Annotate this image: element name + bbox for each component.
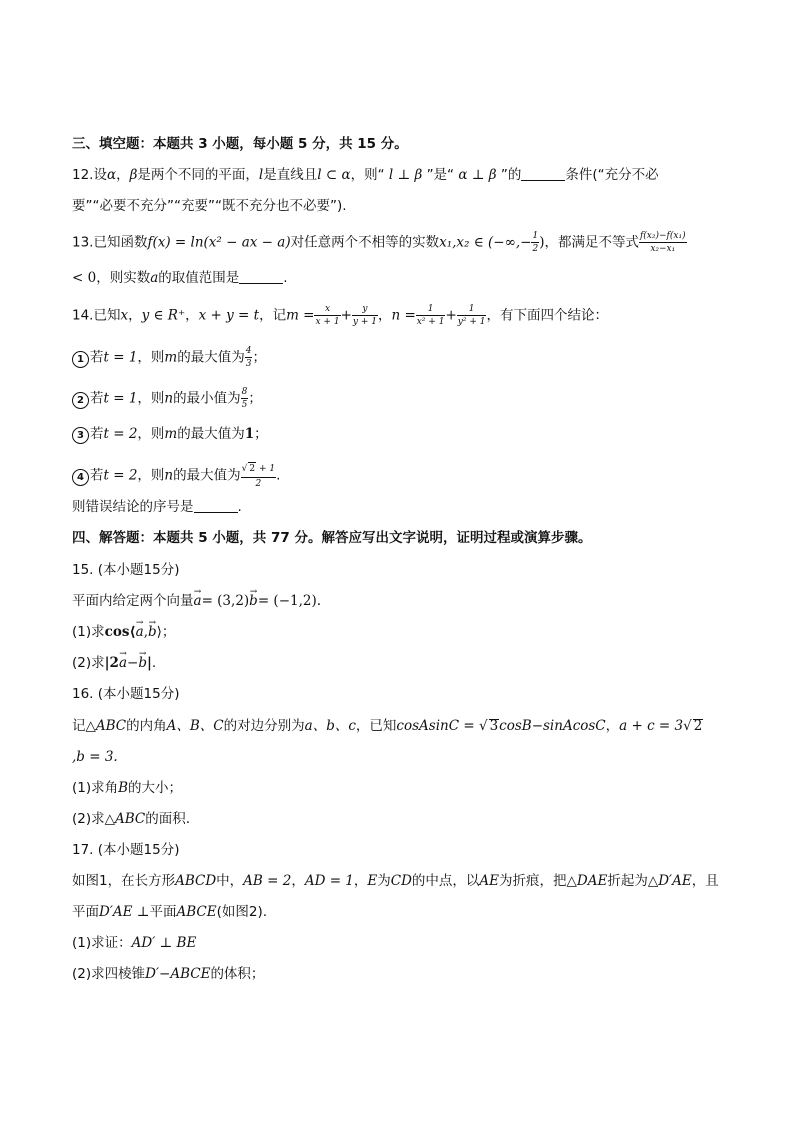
- q12-text: 是直线且: [263, 167, 318, 183]
- q14-m: m =: [286, 307, 315, 324]
- q12-beta: β: [129, 167, 138, 183]
- item-text: 若: [90, 349, 104, 366]
- item-marker: 2: [72, 392, 89, 409]
- q14-frac-4: [457, 304, 487, 327]
- q15-part-1: [72, 622, 734, 642]
- q16-text: 的内角: [126, 718, 167, 734]
- vector-a: → a: [136, 622, 144, 642]
- fraction-denominator: y + 1: [352, 317, 377, 327]
- q14-question: [72, 497, 734, 517]
- q14-text: 14.已知: [72, 307, 121, 324]
- item-condition: t = 2: [103, 467, 138, 484]
- q16-angles: A、B、C: [166, 718, 224, 734]
- q15-abs-open: |2: [104, 655, 119, 671]
- fraction-numerator: 8: [241, 387, 248, 397]
- q14-frac-3: [416, 304, 446, 327]
- q14-intro: [72, 304, 734, 327]
- q17-line-2: [72, 902, 734, 922]
- q12-text: ”的: [500, 167, 522, 183]
- q16-text: 记: [72, 718, 86, 734]
- q17-part-1: [72, 933, 734, 953]
- fraction-numerator: 1: [532, 231, 539, 241]
- fraction-denominator: x² + 1: [416, 317, 445, 327]
- q17-text: ，且: [691, 873, 719, 889]
- q17-text: (1)求证：: [72, 935, 132, 951]
- item-text: ；: [252, 349, 266, 366]
- q14-item-3: [72, 424, 734, 444]
- fraction-denominator: x₂−x₁: [650, 244, 676, 254]
- q17-math: ABCD: [175, 873, 217, 889]
- q12-perp-2: α ⊥ β: [454, 167, 501, 183]
- q14-y: y ∈ R⁺: [141, 307, 186, 324]
- fraction-numerator: 1: [416, 304, 446, 316]
- q17-text: (如图2).: [216, 904, 268, 920]
- q12-l: l: [258, 167, 264, 183]
- item-text: 的最大值为: [177, 349, 245, 366]
- sqrt-radicand: 2: [693, 718, 703, 734]
- item-text: .: [276, 467, 281, 484]
- q16-text: ，已知: [355, 718, 397, 734]
- fraction-denominator: 2: [255, 479, 262, 489]
- q14-text: ，有下面四个结论：: [486, 307, 608, 324]
- q16-stem: [72, 716, 734, 736]
- fraction-numerator: √ 2 + 1: [241, 462, 277, 478]
- q12-text: 是两个不同的平面，: [137, 167, 259, 183]
- q17-math: AB = 2: [243, 873, 292, 889]
- q14-sum: x + y = t: [198, 307, 260, 324]
- q17-math: AE: [479, 873, 500, 889]
- sqrt-sign: √ 3: [478, 718, 499, 734]
- q17-text: 如图1，在长方形: [72, 873, 176, 889]
- q13-var: a: [150, 270, 159, 286]
- fraction-numerator: x: [314, 304, 340, 316]
- plus-sign: +: [340, 307, 352, 324]
- fraction-denominator: 3: [245, 359, 252, 369]
- vector-a: → a: [194, 591, 202, 611]
- q15-minus: −: [127, 655, 139, 671]
- q16-triangle: △ABC: [85, 718, 127, 734]
- vector-a: → a: [119, 653, 127, 673]
- q13-line-2: [72, 268, 734, 288]
- q16-equation: cosB−sinAcosC: [499, 718, 606, 734]
- q17-math: △DAE: [566, 873, 608, 889]
- item-condition: t = 2: [103, 426, 138, 442]
- item-text: ，则: [137, 349, 165, 366]
- q15-text: 平面内给定两个向量: [72, 593, 194, 609]
- q17-text: ，: [291, 873, 305, 889]
- sqrt-radicand: 2: [249, 464, 256, 474]
- q17-text: 折起为: [607, 873, 648, 889]
- q14-text: ，: [185, 307, 199, 324]
- fraction-denominator: 5: [241, 400, 248, 410]
- item-text: ，则: [137, 467, 165, 484]
- item-text: 的最大值为: [177, 426, 245, 442]
- q14-item-2: [72, 387, 734, 410]
- item-condition: t = 1: [103, 390, 138, 407]
- q14-text: .: [237, 499, 242, 515]
- q16-text: 的面积.: [145, 811, 191, 827]
- q17-part-2: [72, 964, 734, 984]
- q13-text: 对任意两个不相等的实数: [290, 234, 440, 251]
- q17-math: AD = 1: [304, 873, 354, 889]
- answer-blank[interactable]: [194, 498, 238, 513]
- q12-line-1: 12.设α，β是两个不同的平面，l是直线且l ⊂ α，则“ l ⊥ β ”是“ α ⊥ β ”的 条件(“充分不必: [72, 167, 659, 183]
- q14-n: n =: [391, 307, 416, 324]
- q16-text: (1)求角: [72, 780, 119, 796]
- q17-text: 平面: [72, 904, 99, 920]
- item-condition: t = 1: [103, 349, 138, 366]
- fraction-denominator: x + 1: [315, 317, 340, 327]
- q15-abs-close: |: [146, 655, 152, 671]
- item-text: ；: [254, 426, 268, 442]
- q13-function: f(x) = ln(x² − ax − a): [147, 234, 291, 251]
- q13-close: ): [539, 234, 545, 251]
- q15-cos: cos⟨: [104, 624, 136, 640]
- q16-text: 的对边分别为: [223, 718, 305, 734]
- item-text: ；: [248, 390, 262, 407]
- vector-b: → b: [249, 591, 258, 611]
- vector-b: → b: [138, 653, 147, 673]
- q15-comma: ,: [143, 624, 148, 640]
- q12-alpha-beta: α: [106, 167, 117, 183]
- q16-line-2: ,b = 3.: [72, 749, 118, 765]
- q12-subset: l ⊂ α: [317, 167, 351, 183]
- q15-value: = (−1,2).: [257, 593, 322, 609]
- sqrt-radicand: 3: [489, 718, 499, 734]
- fraction-numerator: 1: [457, 304, 487, 316]
- q16-sides: a、b、c: [304, 718, 356, 734]
- q15-title: 15. (本小题15分): [72, 562, 180, 578]
- q12-text: ，则“: [350, 167, 385, 183]
- item-var: n: [164, 390, 174, 407]
- q14-text: ，: [128, 307, 142, 324]
- q16-var: B: [118, 780, 129, 796]
- q13-line-1: [72, 231, 734, 254]
- q13-text: 13.已知函数: [72, 234, 148, 251]
- q16-equation: cosAsinC =: [396, 718, 475, 734]
- q13-inequality: < 0: [72, 270, 97, 286]
- fraction-numerator: f(x₂)−f(x₁): [639, 231, 686, 241]
- vector-b: → b: [148, 622, 157, 642]
- q17-text: 为折痕，把: [499, 873, 567, 889]
- item-text: ，则: [137, 390, 165, 407]
- q12-perp-1: l ⊥ β: [384, 167, 427, 183]
- q17-math: E: [367, 873, 378, 889]
- q15-text: ；: [161, 624, 176, 640]
- item-var: n: [164, 467, 174, 484]
- fraction-denominator: 2: [532, 244, 539, 254]
- q17-math: D′AE ⊥: [99, 904, 150, 920]
- item-marker: 3: [72, 427, 89, 444]
- q14-text: ，记: [259, 307, 287, 324]
- q13-text: .: [283, 270, 288, 286]
- section-4-heading: 四、解答题：本题共 5 小题，共 77 分。解答应写出文字说明，证明过程或演算步骤。: [72, 530, 592, 546]
- fraction-denominator: y² + 1: [457, 317, 486, 327]
- q15-part-2: [72, 653, 734, 673]
- item-text: 的最大值为: [173, 467, 241, 484]
- fraction-numerator: y: [352, 304, 378, 316]
- answer-blank[interactable]: [239, 269, 283, 284]
- q15-stem: [72, 591, 734, 611]
- q13-text: ，则实数: [96, 270, 151, 286]
- q16-text: (2)求: [72, 811, 105, 827]
- sqrt-sign: √ 2: [683, 718, 703, 734]
- item-marker: 1: [72, 351, 89, 368]
- q16-equation: a + c = 3: [619, 718, 684, 734]
- fraction-numerator: 4: [245, 346, 252, 356]
- item-text: 若: [90, 426, 104, 442]
- q13-interval: x₁,x₂ ∈ (−∞,−: [439, 234, 532, 251]
- plus-sign: +: [445, 307, 457, 324]
- q17-math: AD′ ⊥ BE: [131, 935, 197, 951]
- q17-text: 平面: [149, 904, 177, 920]
- q14-x: x: [120, 307, 129, 324]
- q16-part-2: [72, 809, 734, 829]
- item-marker: 4: [72, 469, 89, 486]
- q17-math: ABCE: [176, 904, 217, 920]
- q14-frac-2: [352, 304, 378, 327]
- q14-text: ，: [377, 307, 392, 324]
- q12-line-2: 要”“必要不充分”“充要”“既不充分也不必要”).: [72, 198, 347, 214]
- q17-text: 为: [377, 873, 391, 889]
- q14-item-4: [72, 462, 734, 489]
- q13-text: ，都满足不等式: [544, 234, 639, 251]
- q13-text: 的取值范围是: [158, 270, 240, 286]
- q17-text: 的体积；: [210, 966, 265, 982]
- q12-text: ”是“: [426, 167, 455, 183]
- q16-part-1: [72, 778, 734, 798]
- answer-blank[interactable]: [521, 166, 565, 181]
- q16-text: ，: [605, 718, 620, 734]
- item-text: 的最小值为: [173, 390, 241, 407]
- item-var: m: [164, 349, 178, 366]
- q16-triangle: △ABC: [104, 811, 146, 827]
- item-text: ，则: [137, 426, 165, 442]
- q17-stem: [72, 871, 734, 891]
- item-text: 若: [90, 467, 104, 484]
- item-var: m: [164, 426, 178, 442]
- q15-text: (1)求: [72, 624, 105, 640]
- item-text: 若: [90, 390, 104, 407]
- q17-title: 17. (本小题15分): [72, 842, 180, 858]
- q17-text: (2)求四棱锥: [72, 966, 146, 982]
- q15-value: = (3,2): [201, 593, 250, 609]
- q14-item-1: [72, 346, 734, 369]
- q17-math: △D′AE: [647, 873, 692, 889]
- q17-text: 中，: [216, 873, 244, 889]
- q17-math: D′−ABCE: [145, 966, 211, 982]
- q14-frac-1: [314, 304, 340, 327]
- q12-text: 12.设: [72, 167, 107, 183]
- q16-title: 16. (本小题15分): [72, 686, 180, 702]
- q17-math: CD: [390, 873, 412, 889]
- q17-text: ，: [353, 873, 368, 889]
- q13-inequality-fraction: [639, 231, 687, 254]
- q16-text: 的大小；: [128, 780, 183, 796]
- item-value: 1: [244, 426, 255, 442]
- q15-text: .: [151, 655, 157, 671]
- q14-text: 则错误结论的序号是: [72, 499, 194, 515]
- q15-bracket: ⟩: [156, 624, 162, 640]
- q12-text: 条件(“充分不必: [565, 167, 659, 183]
- section-3-heading: 三、填空题：本题共 3 小题，每小题 5 分，共 15 分。: [72, 136, 408, 152]
- q17-text: 的中点，以: [411, 873, 480, 889]
- numerator-rest: + 1: [258, 464, 276, 474]
- item-fraction: [241, 462, 277, 489]
- q15-text: (2)求: [72, 655, 105, 671]
